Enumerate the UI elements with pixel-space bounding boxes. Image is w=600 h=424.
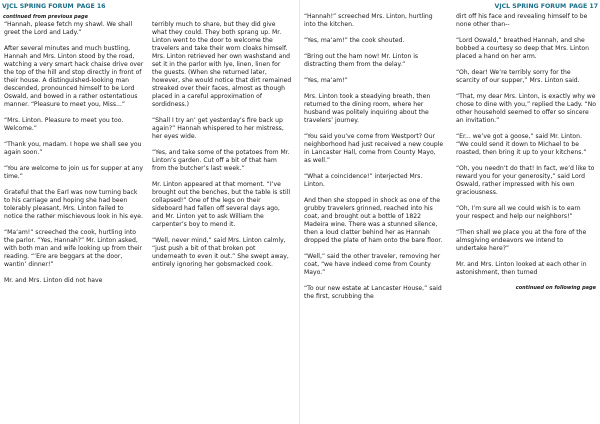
paragraph: “Oh, you needn’t do that! In fact, we’d like to reward you for your generosity,” said Lord Oswald, rather impressed with his own graciousness. xyxy=(456,165,595,196)
text-column-3 xyxy=(304,13,444,309)
continued-from-note: continued from previous page xyxy=(3,14,88,20)
paragraph: “Er... we’ve got a goose,” said Mr. Linton. “We could send it down to Michael to be roasted, then bring it up to your kitchens.” xyxy=(456,133,587,156)
text-column-2 xyxy=(152,21,292,277)
paragraph: “That, my dear Mrs. Linton, is exactly why we chose to dine with you,” replied the Lady. “No other household seemed to offer so sincere an invitation.” xyxy=(456,93,596,124)
paragraph: Grateful that the Earl was now turning back to his carriage and hoping she had been tolerably pleasant, Mrs. Linton failed to notice the rather mischievous look in his eye. xyxy=(4,189,143,220)
paragraph: “Well,” said the other traveler, removing her coat, “we have indeed come from County Mayo.” xyxy=(304,253,441,276)
paragraph: “Lord Oswald,” breathed Hannah, and she bobbed a courtesy so deep that Mrs. Linton placed a hand on her arm. xyxy=(456,37,589,60)
page-header-right xyxy=(495,3,598,10)
paragraph: Mr. and Mrs. Linton did not have xyxy=(4,277,103,284)
paragraph: “To our new estate at Lancaster House,” said the first, scrubbing the xyxy=(304,285,442,300)
paragraph: “Ma’am!” screeched the cook, hurtling into the parlor. “Yes, Hannah?” Mr. Linton asked, with both man and wife looking up from their reading. “’Ere are beggars at the door, wantin’ dinner!” xyxy=(4,229,143,268)
paragraph: “Oh, I’m sure all we could wish is to earn your respect and help our neighbors!” xyxy=(456,205,581,220)
paragraph: “Shall I try an’ get yesterday’s fire back up again?” Hannah whispered to her mistress, her eyes wide. xyxy=(152,117,284,140)
paragraph: terribly much to share, but they did give what they could. They both sprang up. Mr. Linton went to the door to welcome the travelers and take their worn cloaks himself. Mrs. Linton retrieved her own washstand and set it in the parlor with lye, linen, linen for the guests. (When she returned later, however, she would notice that dirt remained streaked over their faces, almost as though placed in a careful approximation of sordidness.) xyxy=(152,21,292,108)
paragraph: “Yes, and take some of the potatoes from Mr. Linton’s garden. Cut off a bit of that ham from the butcher’s last week.” xyxy=(152,149,290,172)
header-brand: VJCL SPRING FORUM xyxy=(2,3,74,10)
paragraph: “Well, never mind,” said Mrs. Linton calmly, “just push a bit of that broken pot underneath to even it out.” She swept away, entirely ignoring her gobsmacked cook. xyxy=(152,237,289,268)
page-17 xyxy=(302,0,600,424)
paragraph: Mr. Linton appeared at that moment. “I’ve brought out the benches, but the table is still collapsed!” One of the legs on their sideboard had fallen off several days ago, and Mr. Linton yet to ask William the carpenter’s boy to mend it. xyxy=(152,181,291,228)
paragraph: “Hannah!” screeched Mrs. Linton, hurtling into the kitchen. xyxy=(304,13,433,28)
paragraph: “Mrs. Linton. Pleasure to meet you too. Welcome.” xyxy=(4,117,124,132)
paragraph: “Thank you, madam. I hope we shall see you again soon.” xyxy=(4,141,142,156)
paragraph: “Yes, ma’am!” the cook shouted. xyxy=(304,37,405,44)
paragraph: “Bring out the ham now! Mr. Linton is distracting them from the delay.” xyxy=(304,53,419,68)
paragraph: “Hannah, please fetch my shawl. We shall greet the Lord and Lady.” xyxy=(4,21,133,36)
page-16 xyxy=(0,0,298,424)
header-page-number: PAGE 16 xyxy=(76,3,106,10)
text-column-1 xyxy=(4,21,144,293)
paragraph: “Oh, dear! We’re terribly sorry for the scarcity of our supper,” Mrs. Linton said. xyxy=(456,69,580,84)
header-brand: VJCL SPRING FORUM xyxy=(494,3,567,10)
paragraph: “What a coincidence!” interjected Mrs. Linton. xyxy=(304,173,423,188)
page-gutter xyxy=(299,0,300,424)
continued-on-note: continued on following page xyxy=(515,285,596,291)
paragraph: dirt off his face and revealing himself to be none other than-- xyxy=(456,13,588,28)
paragraph: “You are welcome to join us for supper at any time.” xyxy=(4,165,144,180)
paragraph: “Yes, ma’am!” xyxy=(304,77,348,84)
text-column-4 xyxy=(456,13,596,292)
page-header-left xyxy=(2,3,105,10)
paragraph: “Then shall we place you at the fore of the almsgiving endeavors we intend to undertake here?” xyxy=(456,229,587,252)
paragraph: “You said you’ve come from Westport? Our neighborhood had just received a new couple in Lancaster Hall, come from County Mayo, as well.” xyxy=(304,133,444,164)
header-page-number: PAGE 17 xyxy=(569,3,598,10)
paragraph: And then she stopped in shock as one of the grubby travelers grinned, reached into his coat, and brought out a bottle of 1822 Madeira wine. There was a stunned silence, then a loud clatter behind her as Hannah dropped the plate of ham onto the bare floor. xyxy=(304,197,443,244)
paragraph: Mr. and Mrs. Linton looked at each other in astonishment, then turned xyxy=(456,261,587,276)
paragraph: Mrs. Linton took a steadying breath, then returned to the dining room, where her husband was politely inquiring about the travelers’ journey. xyxy=(304,93,431,124)
paragraph: After several minutes and much bustling, Hannah and Mrs. Linton stood by the road, watching a very smart hack chaise drive over the top of the hill and stop directly in front of their house. A distinguished-looking man descended, pronounced himself to be Lord Oswald, and bowed in a rather ostentatious manner. “Pleasure to meet you, Miss...” xyxy=(4,45,144,108)
